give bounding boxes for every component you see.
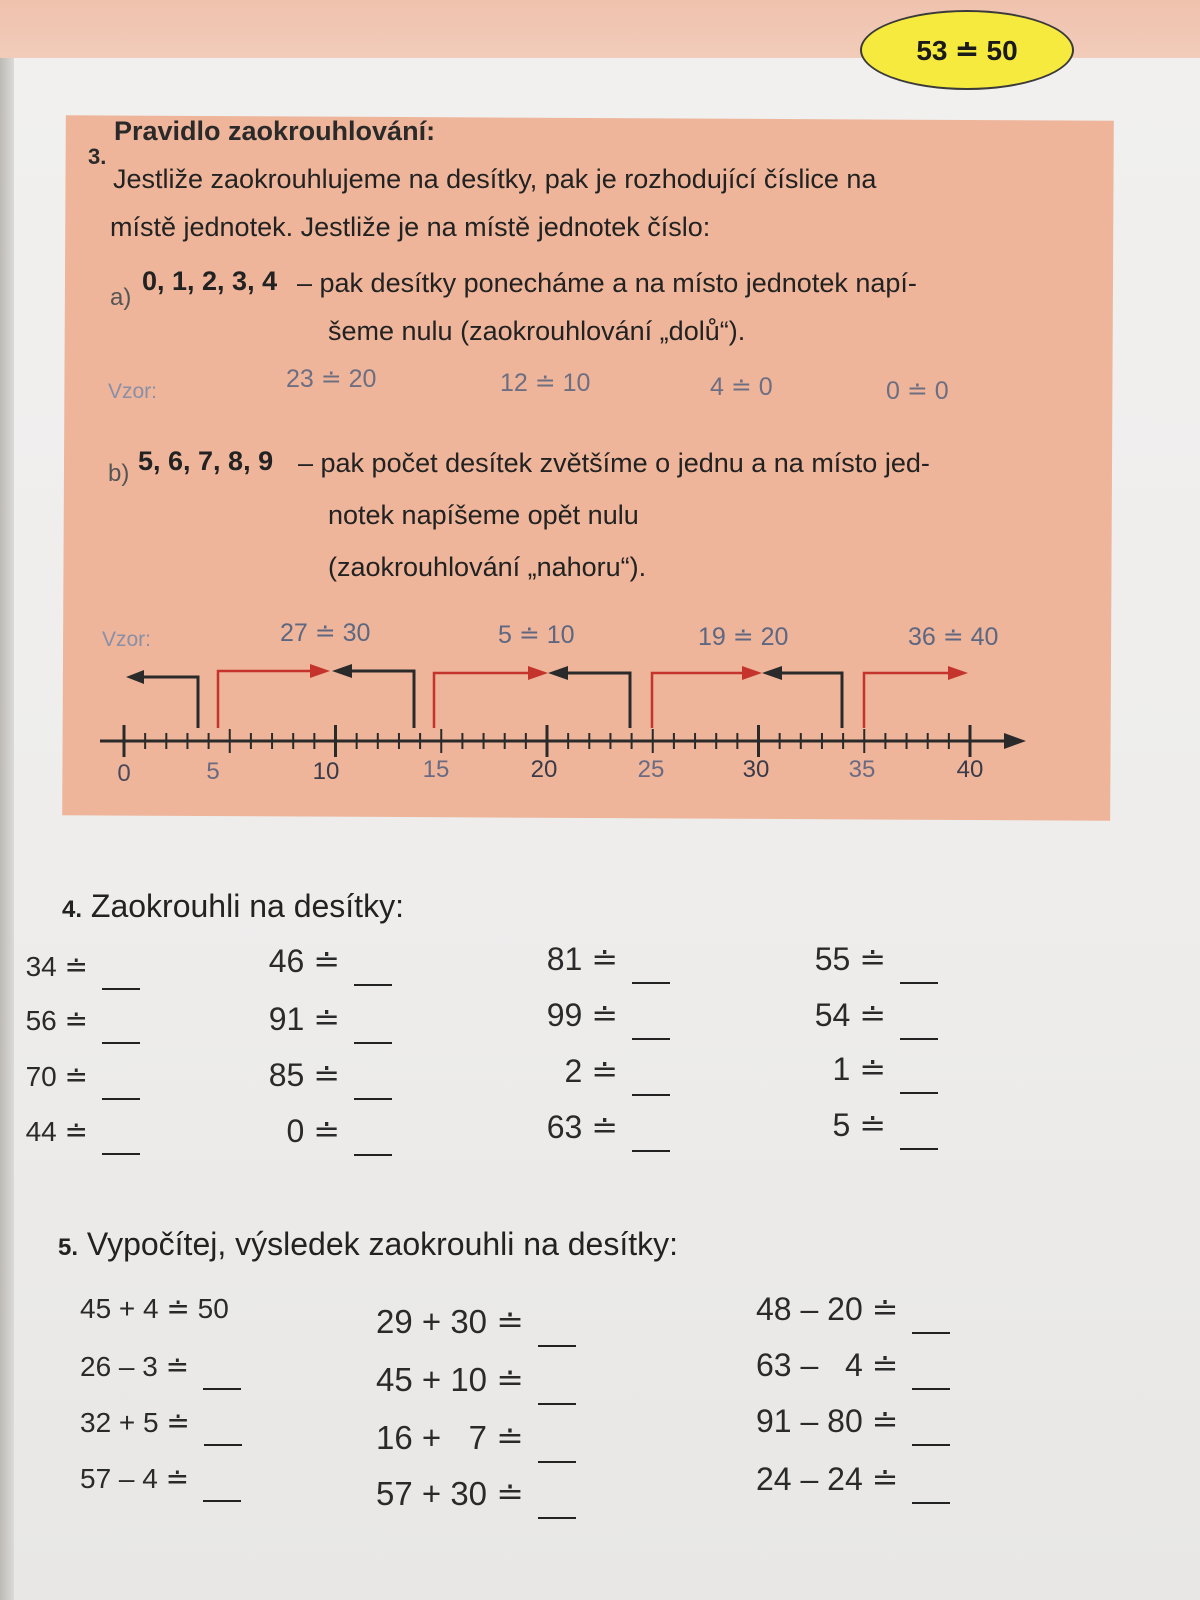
section5-title: Vypočítej, výsledek zaokrouhli na desítky: xyxy=(86,1226,679,1262)
tick-label-35: 35 xyxy=(848,756,876,783)
answer-blank[interactable] xyxy=(204,1436,242,1446)
tick-label-40: 40 xyxy=(956,756,984,783)
answer-blank[interactable] xyxy=(538,1395,576,1405)
answer-blank[interactable] xyxy=(632,1030,670,1040)
rule-b-text2: notek napíšeme opět nulu xyxy=(328,500,639,530)
round-exercise-1-1 xyxy=(26,950,140,990)
calc-exercise-3-2 xyxy=(756,1346,950,1390)
answer-blank[interactable] xyxy=(900,1084,938,1094)
answer-blank[interactable] xyxy=(632,974,670,984)
round-exercise-3-1 xyxy=(547,940,670,984)
answer-blank[interactable] xyxy=(912,1436,950,1446)
calc-exercise-1-3 xyxy=(80,1406,242,1446)
vzor-b-label: Vzor: xyxy=(102,628,152,651)
answer-blank[interactable] xyxy=(632,1142,670,1152)
example-b-2: 5 ≐ 10 xyxy=(498,621,575,649)
round-exercise-3-4 xyxy=(547,1108,670,1152)
arrow-down-20 xyxy=(558,673,630,728)
answer-blank[interactable] xyxy=(354,1146,392,1156)
calc-exercise-3-3 xyxy=(756,1402,950,1446)
rule-a-digits: 0, 1, 2, 3, 4 xyxy=(142,266,278,296)
round-exercise-2-3 xyxy=(269,1056,392,1100)
arrowhead-down-20 xyxy=(548,666,568,680)
answer-blank[interactable] xyxy=(538,1337,576,1347)
arrowhead-up-20 xyxy=(528,666,548,680)
arrowhead-up-30 xyxy=(742,666,762,680)
round-exercise-2-2 xyxy=(269,1000,392,1044)
tick-label-0: 0 xyxy=(117,760,131,787)
exercise-expression: 44 ≐ xyxy=(25,1116,88,1147)
book-spine xyxy=(0,0,14,1600)
arrow-up-10 xyxy=(218,671,320,728)
arrow-down-30 xyxy=(772,673,842,728)
round-exercise-1-2 xyxy=(26,1004,140,1044)
section5-heading xyxy=(58,1226,678,1263)
exercise-expression: 45 + 4 ≐ 50 xyxy=(80,1293,229,1324)
example-a-1: 23 ≐ 20 xyxy=(286,365,377,393)
exercise-expression: 48 – 20 ≐ xyxy=(756,1291,899,1327)
answer-blank[interactable] xyxy=(203,1492,241,1502)
exercise-expression: 91 – 80 ≐ xyxy=(756,1403,899,1439)
section5-number: 5. xyxy=(58,1234,79,1261)
round-exercise-2-4 xyxy=(287,1112,393,1156)
answer-blank[interactable] xyxy=(102,1090,140,1100)
answer-blank[interactable] xyxy=(102,1034,140,1044)
exercise-expression: 63 ≐ xyxy=(546,1109,618,1145)
exercise-expression: 34 ≐ xyxy=(25,951,88,982)
number-line-labels xyxy=(117,756,983,787)
section3-intro-line2: místě jednotek. Jestliže je na místě jednotek číslo: xyxy=(110,212,711,242)
rule-b-text3: (zaokrouhlování „nahoru“). xyxy=(328,552,647,582)
answer-blank[interactable] xyxy=(354,1034,392,1044)
round-exercise-4-3 xyxy=(833,1050,939,1094)
rule-b-label: b) xyxy=(108,460,130,487)
answer-blank[interactable] xyxy=(912,1380,950,1390)
answer-blank[interactable] xyxy=(900,1030,938,1040)
number-line-ticks xyxy=(124,725,970,757)
exercise-expression: 56 ≐ xyxy=(25,1005,88,1036)
calc-exercise-2-1 xyxy=(376,1302,576,1347)
rule-a-text2: šeme nulu (zaokrouhlování „dolů“). xyxy=(328,316,746,346)
arrow-down-0 xyxy=(130,677,198,728)
round-exercise-1-4 xyxy=(26,1115,140,1155)
exercise-expression: 26 – 3 ≐ xyxy=(80,1351,190,1382)
arrowhead-down-0 xyxy=(126,670,144,684)
exercise-expression: 29 + 30 ≐ xyxy=(376,1303,524,1340)
exercise-expression: 2 ≐ xyxy=(564,1053,618,1089)
number-line-arrowhead xyxy=(1004,733,1026,749)
exercise-expression: 24 – 24 ≐ xyxy=(756,1461,899,1497)
exercise-expression: 57 + 30 ≐ xyxy=(376,1475,524,1512)
example-a-2: 12 ≐ 10 xyxy=(500,369,591,397)
vzor-a-label: Vzor: xyxy=(108,380,158,403)
answer-blank[interactable] xyxy=(102,1145,140,1155)
answer-blank[interactable] xyxy=(632,1086,670,1096)
exercise-expression: 81 ≐ xyxy=(546,941,618,977)
round-exercise-4-4 xyxy=(833,1106,939,1150)
section4-number: 4. xyxy=(62,896,83,923)
example-a-4: 0 ≐ 0 xyxy=(886,377,949,405)
rounding-arrows xyxy=(126,664,968,728)
exercise-expression: 55 ≐ xyxy=(814,941,886,977)
answer-blank[interactable] xyxy=(912,1324,950,1334)
answer-blank[interactable] xyxy=(900,1140,938,1150)
answer-blank[interactable] xyxy=(354,976,392,986)
example-a-3: 4 ≐ 0 xyxy=(710,373,773,401)
calc-exercise-3-1 xyxy=(756,1290,950,1334)
arrowhead-down-10 xyxy=(332,664,352,678)
section3-number: 3. xyxy=(88,144,107,169)
arrowhead-up-10 xyxy=(310,664,330,678)
exercise-expression: 0 ≐ xyxy=(286,1113,340,1149)
arrow-up-30 xyxy=(652,673,752,728)
exercise-expression: 16 + 7 ≐ xyxy=(376,1419,524,1456)
answer-blank[interactable] xyxy=(538,1453,576,1463)
round-exercise-1-3 xyxy=(26,1060,140,1100)
exercise-expression: 63 – 4 ≐ xyxy=(756,1347,899,1383)
calc-exercise-2-4 xyxy=(376,1474,576,1519)
tick-label-15: 15 xyxy=(422,756,450,783)
answer-blank[interactable] xyxy=(900,974,938,984)
exercise-expression: 45 + 10 ≐ xyxy=(376,1361,524,1398)
rule-b-digits: 5, 6, 7, 8, 9 xyxy=(138,446,274,476)
example-b-3: 19 ≐ 20 xyxy=(698,623,789,651)
round-exercise-3-2 xyxy=(547,996,670,1040)
calc-exercise-1-2 xyxy=(80,1350,241,1390)
page-badge: 53 ≐ 50 xyxy=(860,10,1074,90)
tick-label-5: 5 xyxy=(206,758,220,785)
section4-title: Zaokrouhli na desítky: xyxy=(90,888,404,924)
calc-exercise-2-2 xyxy=(376,1360,576,1405)
answer-blank[interactable] xyxy=(354,1090,392,1100)
number-line-diagram xyxy=(100,655,1040,805)
answer-blank[interactable] xyxy=(538,1509,576,1519)
calc-exercise-1-4 xyxy=(80,1462,241,1502)
rule-b-text1: – pak počet desítek zvětšíme o jednu a na místo jed- xyxy=(298,448,930,478)
answer-blank[interactable] xyxy=(102,980,140,990)
exercise-expression: 85 ≐ xyxy=(268,1057,340,1093)
tick-label-10: 10 xyxy=(312,758,340,785)
round-exercise-2-1 xyxy=(269,942,392,986)
section3-intro-line1: Jestliže zaokrouhlujeme na desítky, pak je rozhodující číslice na xyxy=(113,164,877,194)
rule-a-label: a) xyxy=(110,284,132,311)
section3-title: Pravidlo zaokrouhlování: xyxy=(114,116,436,146)
answer-blank[interactable] xyxy=(203,1380,241,1390)
exercise-expression: 54 ≐ xyxy=(814,997,886,1033)
arrowhead-up-40 xyxy=(948,666,968,680)
exercise-expression: 57 – 4 ≐ xyxy=(80,1463,190,1494)
tick-label-25: 25 xyxy=(637,756,665,783)
calc-exercise-3-4 xyxy=(756,1460,950,1504)
exercise-expression: 99 ≐ xyxy=(546,997,618,1033)
round-exercise-4-1 xyxy=(815,940,938,984)
rule-a-text1: – pak desítky ponecháme a na místo jednotek napí- xyxy=(297,268,917,298)
exercise-expression: 5 ≐ xyxy=(832,1107,886,1143)
calc-exercise-1-1 xyxy=(80,1292,229,1325)
section4-heading xyxy=(62,888,404,925)
round-exercise-4-2 xyxy=(815,996,938,1040)
tick-label-20: 20 xyxy=(530,756,558,783)
arrow-down-10 xyxy=(340,671,414,728)
exercise-expression: 1 ≐ xyxy=(832,1051,886,1087)
exercise-expression: 46 ≐ xyxy=(268,943,340,979)
exercise-expression: 91 ≐ xyxy=(268,1001,340,1037)
arrowhead-down-30 xyxy=(762,666,782,680)
arrow-up-40 xyxy=(864,673,956,728)
calc-exercise-2-3 xyxy=(376,1418,576,1463)
answer-blank[interactable] xyxy=(912,1494,950,1504)
exercise-expression: 32 + 5 ≐ xyxy=(80,1407,190,1438)
arrow-up-20 xyxy=(434,673,538,728)
round-exercise-3-3 xyxy=(565,1052,671,1096)
example-b-1: 27 ≐ 30 xyxy=(280,619,371,647)
tick-label-30: 30 xyxy=(742,756,770,783)
exercise-expression: 70 ≐ xyxy=(25,1061,88,1092)
example-b-4: 36 ≐ 40 xyxy=(908,623,999,651)
